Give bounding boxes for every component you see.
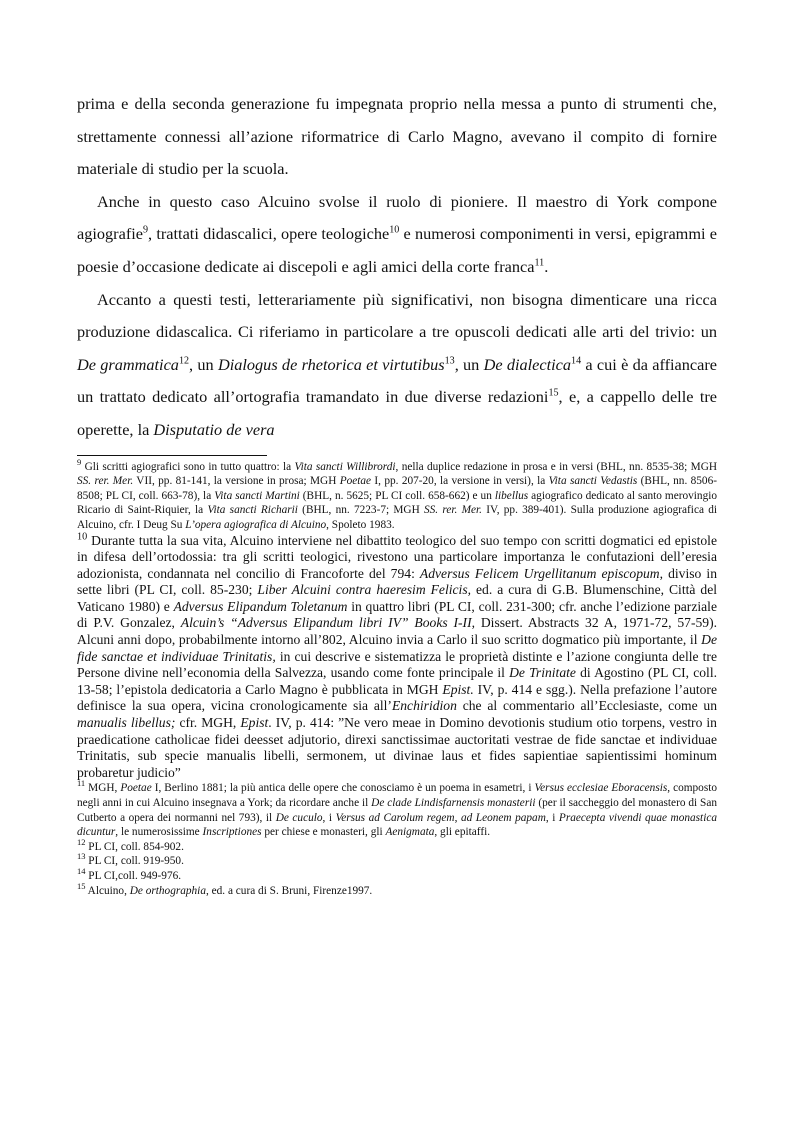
text: , trattati didascalici, opere teologiche [148, 224, 390, 244]
footnote-11 [77, 778, 717, 839]
text: e numerosi componimenti in versi, epigrammi e poesie d’occasione dedicate ai discepoli e agli amici della corte franca [77, 224, 717, 276]
title-italic: De dialectica [483, 354, 572, 374]
footnote-number: 11 [77, 778, 86, 789]
italic: Poetae [339, 475, 372, 488]
text: Alcuino, [85, 884, 130, 897]
text: cfr. MGH, [175, 715, 241, 731]
text: I, Berlino 1881; la più antica delle opere che conosciamo è un poema in esametri, i [151, 782, 535, 795]
footnote-ref-15[interactable]: 15 [548, 387, 559, 399]
text: Durante tutta la sua vita, Alcuino interviene nel dibattito teologico del suo tempo con scritti dogmatici ed epistole in difesa dell’ortodossia: tra gli scritti teologici, rivestono una particolare importanza le confutazioni dell’eresia adozionista, condannata nel concilio di Francoforte del 794: [77, 532, 717, 581]
text: I, pp. 207-20, la versione in versi), la [371, 475, 549, 488]
footnote-number: 13 [77, 851, 86, 862]
text: , composto negli anni in cui Alcuino insegnava a York; da ricordare anche il [77, 782, 717, 809]
text: , [454, 811, 461, 824]
text: , diviso in sette libri (PL CI, coll. 85-230; [77, 565, 717, 598]
text: , le numerosissime [115, 826, 203, 839]
text: (BHL, nn. 7223-7; MGH [297, 504, 424, 517]
text: VII, pp. 81-141, la versione in prosa; MGH [133, 475, 340, 488]
italic: SS. rer. Mer. [424, 504, 482, 517]
footnote-ref-13[interactable]: 13 [444, 355, 455, 367]
italic: Epist. [442, 681, 474, 697]
italic: Inscriptiones [202, 826, 262, 839]
text: per chiese e monasteri, gli [261, 826, 386, 839]
italic: Praecepta vivendi quae monastica dicuntur [77, 811, 717, 839]
italic: manualis libellus; [77, 715, 176, 731]
text: Accanto a questi testi, letterariamente più significativi, non bisogna dimenticare una ricca produzione didascalica. Ci riferiamo in particolare a tre opuscoli dedicati alle arti del trivio: un [77, 289, 717, 342]
italic: Vita sancti Martini [214, 489, 300, 502]
italic: Alcuin’s “Adversus Elipandum libri IV” Books I-II [180, 615, 472, 631]
footnote-number: 12 [77, 837, 86, 848]
italic: Aenigmata [385, 826, 435, 839]
footnote-number: 14 [77, 866, 86, 877]
italic: Adversus Elipandum Toletanum [173, 598, 348, 614]
main-text [77, 88, 717, 447]
text: PL CI, coll. 854-902. [85, 840, 184, 853]
footnote-number: 15 [77, 880, 86, 891]
text: , ed. a cura di S. Bruni, Firenze1997. [205, 884, 373, 897]
title-italic: Disputatio de vera [153, 419, 275, 439]
text: , gli epitaffi. [434, 826, 491, 839]
document-page [77, 88, 717, 898]
footnote-9 [77, 456, 718, 533]
footnote-15 [77, 880, 717, 899]
text: (per il saccheggio del monastero di San Cutberto a opera dei normanni nel 793), il [77, 797, 717, 824]
text: , un [189, 354, 218, 374]
text: , i [545, 811, 559, 824]
text: , nella duplice redazione in prosa e in versi (BHL, nn. 8535-38; MGH [395, 460, 718, 473]
footnote-separator [77, 455, 267, 456]
text: , i [322, 811, 336, 824]
footnote-ref-14[interactable]: 14 [571, 355, 582, 367]
italic: Versus ad Carolum regem [335, 811, 455, 824]
text: IV, pp. 389-401). Sulla produzione agiografica di Alcuino, cfr. I Deug Su [77, 504, 718, 531]
text: , Spoleto 1983. [326, 518, 395, 531]
text: Anche in questo caso Alcuino svolse il ruolo di pioniere. Il maestro di York compone agiografie [77, 191, 717, 244]
paragraph-1 [77, 88, 717, 186]
italic: Vita sancti Richarii [207, 504, 298, 517]
italic: L’opera agiografica di Alcuino [185, 518, 327, 531]
footnote-ref-10[interactable]: 10 [389, 224, 400, 236]
text: in quattro libri (PL CI, coll. 231-300; cfr. anche l’edizione parziale di P.V. Gonzalez, [77, 598, 717, 631]
text: , e, a cappello delle tre operette, la [77, 387, 717, 439]
italic: Vita sancti Vedastis [548, 475, 638, 488]
text: in cui descrive e sistematizza le proprietà distinte e l’azione congiunta delle tre Persone divine nell’economia della Salvezza, usando come fonte principale il [77, 648, 717, 681]
text: PL CI, coll. 919-950. [85, 855, 184, 868]
italic: ad Leonem papam [460, 811, 546, 824]
text: di Agostino (PL CI, coll. 13-58; l’epistola dedicatoria a Carlo Magno è pubblicata in MGH [77, 665, 718, 697]
italic: Vita sancti Willibrordi [294, 460, 396, 473]
text: a cui è da affiancare un trattato dedicato all’ortografia tramandato in due diverse redazioni [77, 354, 717, 407]
text: , un [454, 354, 484, 374]
italic: Poetae [120, 782, 152, 795]
footnote-13 [77, 851, 717, 869]
italic: De orthographia [129, 884, 206, 897]
text: MGH, [85, 782, 121, 795]
text: (BHL, nn. 8506-8508; PL CI, coll. 663-78), la [77, 475, 717, 502]
footnotes [77, 456, 718, 899]
footnote-ref-9[interactable]: 9 [143, 224, 149, 236]
text: . IV, p. 414: ”Ne vero meae in Domino devotionis studium otio torpens, vestro in praedicatione catholicae fidei deesset adjutorio, direxi sanctissimae auctoritati vestrae de fide sanctae et individuae Trinitatis, sub specie manualis libelli, sermonem, ut divinae laus et fides sapientiae sapientissimi hominum probaretur judicio” [77, 715, 717, 780]
title-italic: De grammatica [77, 354, 179, 374]
footnote-ref-12[interactable]: 12 [178, 355, 190, 367]
footnote-14 [77, 866, 717, 884]
italic: De clade Lindisfarnensis monasterii [371, 797, 536, 809]
italic: Enchiridion [391, 698, 457, 714]
paragraph-3 [77, 284, 717, 447]
italic: Liber Alcuini contra haeresim Felicis, [257, 582, 472, 598]
text: , Dissert. Abstracts 32 A, 1971-72, 57-59). Alcuni anni dopo, probabilmente intorno all’802, Alcuino invia a Carlo il suo scritto dogmatico più importante, il [77, 615, 718, 648]
footnote-number: 10 [77, 530, 88, 542]
footnote-ref-11[interactable]: 11 [534, 257, 545, 269]
title-italic: Dialogus de rhetorica et virtutibus [217, 354, 445, 374]
footnote-number: 9 [77, 456, 82, 467]
text: che al commentario all’Ecclesiaste, come un [456, 698, 717, 714]
text: ed. a cura di G.B. Blumenschine, Città del Vaticano 1980) e [77, 582, 718, 614]
italic: De cuculo [275, 811, 323, 824]
italic: SS. rer. Mer. [77, 475, 134, 488]
italic: De fide sanctae et individuae Trinitatis, [77, 632, 717, 664]
text: PL CI,coll. 949-976. [85, 869, 182, 882]
italic: Versus ecclesiae Eboracensis [534, 782, 668, 795]
text: . [544, 256, 549, 276]
text: prima e della seconda generazione fu impegnata proprio nella messa a punto di strumenti che, strettamente connessi all’azione riformatrice di Carlo Magno, avevano il compito di fornire materiale di studio per la scuola. [77, 94, 717, 179]
text: agiografico dedicato al santo merovingio Ricario di Saint-Riquier, la [77, 489, 718, 517]
text: Gli scritti agiografici sono in tutto quattro: la [81, 460, 295, 473]
text: IV, p. 414 e sgg.). Nella prefazione l’autore definisce la sua opera, vicina cronologicamente sia all’ [77, 681, 717, 714]
footnote-10 [77, 530, 718, 782]
paragraph-2 [77, 186, 717, 284]
text: (BHL, n. 5625; PL CI coll. 658-662) e un [299, 489, 495, 502]
italic: De Trinitate [509, 665, 576, 681]
italic: Epist [240, 715, 269, 731]
italic: libellus [494, 489, 529, 502]
footnote-12 [77, 837, 717, 855]
italic: Adversus Felicem Urgellitanum episcopum [419, 565, 660, 581]
